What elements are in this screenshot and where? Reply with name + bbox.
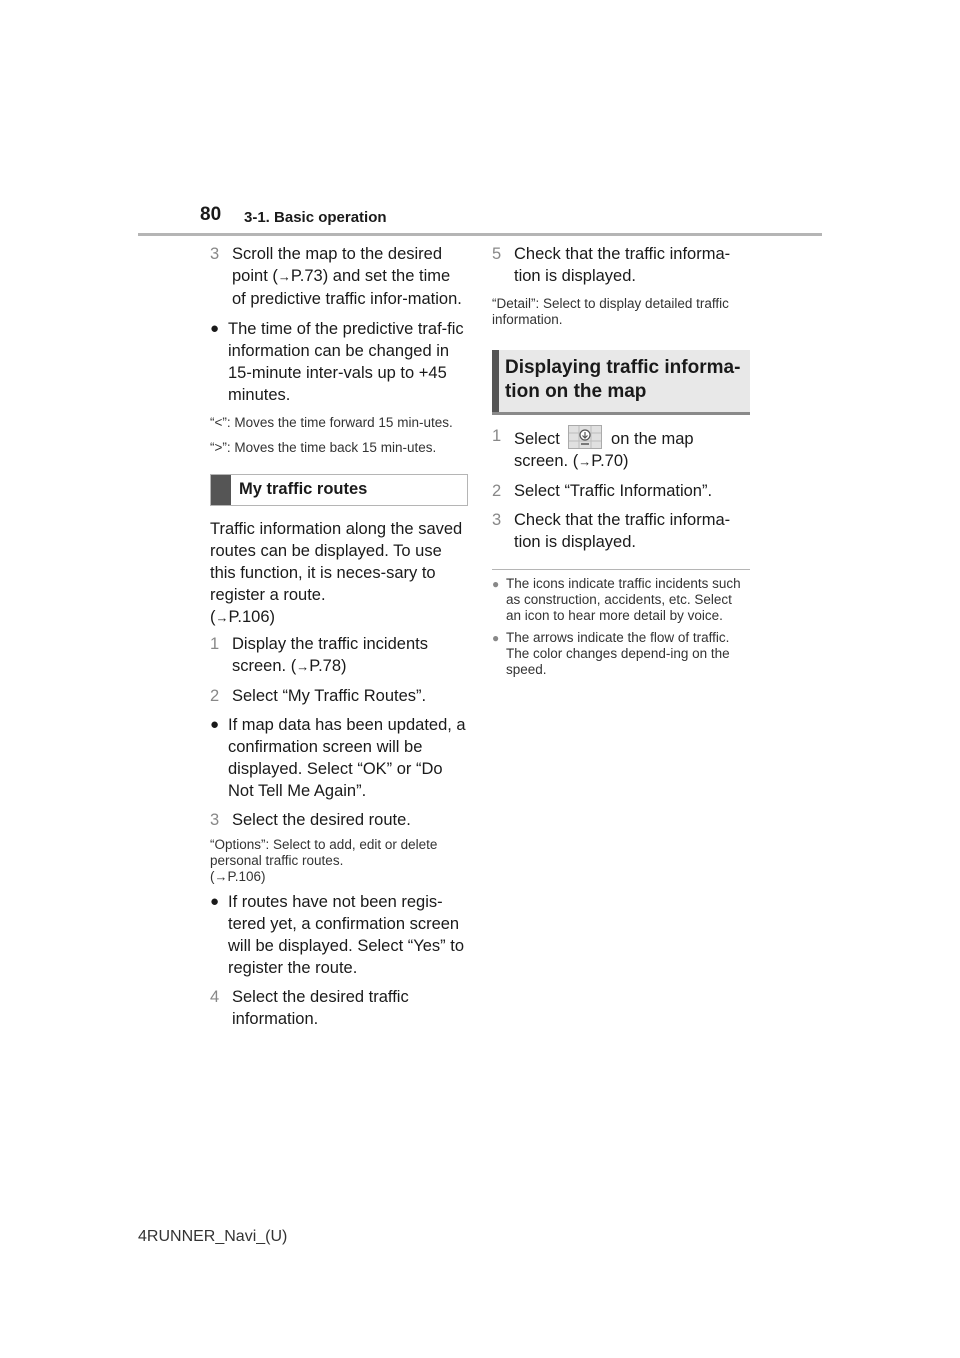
traffic-map-button-icon [568,425,602,449]
filled-circle-icon: ● [492,577,500,591]
heading-my-traffic-routes [210,474,468,506]
step-number: 3 [492,511,502,529]
filled-circle-icon: ● [210,320,220,337]
note-back: “>”: Moves the time back 15 min-utes. [210,440,437,455]
heading-label: Displaying traffic informa-tion on the map [504,357,741,402]
note-text: “Options”: Select to add, edit or delete personal traffic routes. [210,837,438,868]
info-icons [492,576,750,624]
step-text: Display the traffic incidents screen. ( [232,635,428,675]
heading-displaying-traffic-info [492,350,750,415]
step-text: Check that the traffic informa-tion is displayed. [514,511,731,551]
step-number: 4 [210,988,220,1006]
step-text: Select the desired route. [232,811,411,829]
paragraph-text: Traffic information along the saved routes can be displayed. To use this function, it is neces-sary to register a route. [210,520,463,604]
heading-bar [211,475,231,505]
bullet-text: If routes have not been regis-tered yet, a confirmation screen will be displayed. Select “Yes” to register the route. [228,893,465,977]
info-divider [492,569,750,570]
page-ref: P.106 [227,869,262,884]
step-text: Select “Traffic Information”. [514,482,713,500]
footer-model: 4RUNNER_Navi_(U) [138,1228,288,1245]
bullet-text: If map data has been updated, a confirmation screen will be displayed. Select “OK” or “Do Not Tell Me Again”. [228,716,466,800]
step-number: 1 [492,427,502,445]
bullet-text: The time of the predictive traf-fic information can be changed in 15-minute inter-vals up to +45 minutes. [228,320,464,404]
step-1-display-incidents [210,633,468,678]
step-1-select-icon [492,425,750,473]
page-ref: P.106 [228,608,270,626]
info-arrows [492,630,750,678]
filled-circle-icon: ● [492,631,500,645]
step-3-scroll-map [210,243,468,310]
page-ref: P.70 [591,452,624,470]
note-options: “Options”: Select to add, edit or delete personal traffic routes. (→P.106) [210,837,438,884]
filled-circle-icon: ● [210,893,220,910]
right-arrow-icon: → [277,269,291,284]
step-text: Select [514,430,560,448]
heading-label: My traffic routes [239,480,368,498]
page-ref: P.73 [290,267,323,285]
step-2-select-traffic-information [492,480,750,502]
paragraph-traffic-routes: Traffic information along the saved routes can be displayed. To use this function, it is neces-sary to register a route. (→P.106) [210,520,463,626]
right-arrow-icon: → [214,869,228,884]
bullet-routes-not-registered [210,891,468,979]
right-arrow-icon: → [215,610,229,625]
info-text: The icons indicate traffic incidents such as construction, accidents, etc. Select an icon to hear more detail by voice. [506,576,741,623]
right-column [492,241,750,678]
step-text: ) [341,657,347,675]
heading-bar [492,350,499,412]
step-text: on the map screen. ( [514,430,694,470]
step-number: 3 [210,811,220,829]
page-ref: P.78 [309,657,342,675]
note-detail: “Detail”: Select to display detailed traffic information. [492,296,729,327]
step-number: 2 [210,687,220,705]
step-text: Check that the traffic informa-tion is displayed. [514,245,731,285]
header-divider [138,233,822,236]
step-number: 3 [210,245,220,263]
page-number: 80 [200,204,222,225]
step-text: ) and set the time of predictive traffic infor-mation. [232,267,462,308]
step-text: ) [623,452,629,470]
bullet-map-updated [210,714,468,802]
right-arrow-icon: → [296,659,310,674]
step-5-check-traffic [492,243,750,287]
step-number: 2 [492,482,502,500]
right-arrow-icon: → [578,454,592,469]
step-3-select-route [210,809,468,831]
step-2-my-traffic-routes [210,685,468,707]
bullet-predictive-time [210,318,468,406]
left-column [210,241,468,1030]
step-4-select-traffic-info [210,986,468,1030]
note-forward: “<”: Moves the time forward 15 min-utes. [210,415,453,430]
info-text: The arrows indicate the flow of traffic. The color changes depend-ing on the speed. [506,630,730,677]
section-title: 3-1. Basic operation [244,209,387,226]
step-number: 1 [210,635,220,653]
step-text: Scroll the map to the desired point ( [232,245,443,285]
filled-circle-icon: ● [210,716,220,733]
step-text: Select “My Traffic Routes”. [232,687,427,705]
step-number: 5 [492,245,502,263]
step-3-check-traffic [492,509,750,553]
step-text: Select the desired traffic information. [232,988,409,1028]
